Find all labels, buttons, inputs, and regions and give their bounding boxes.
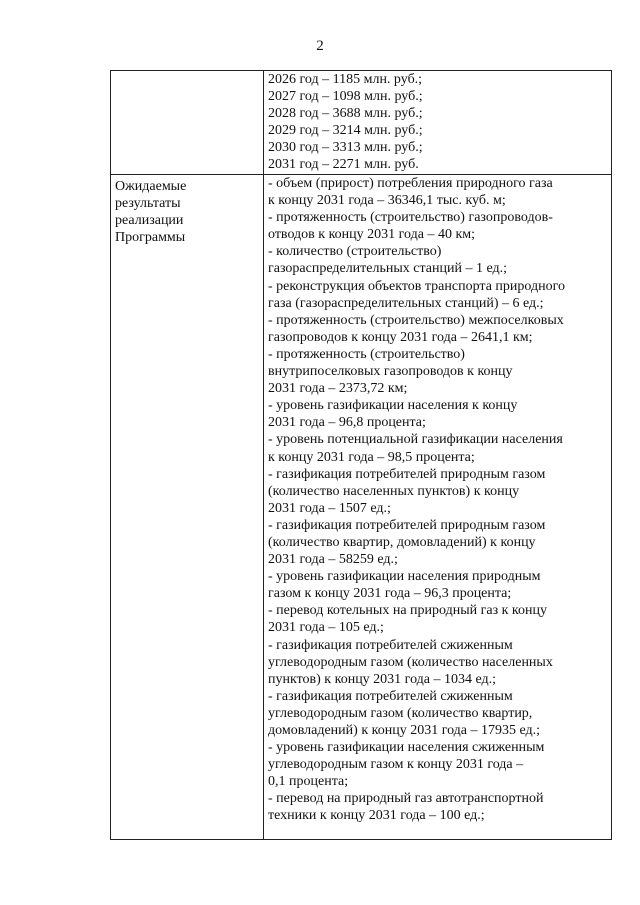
financing-line: 2028 год – 3688 млн. руб.; — [268, 106, 423, 122]
expected-result-line: домовладений) к концу 2031 года – 17935 ед.; — [268, 723, 541, 738]
expected-result-line: газа (газораспределительных станций) – 6 ед.; — [268, 295, 544, 311]
program-passport-table — [110, 70, 612, 840]
table-row-expected-results — [111, 175, 612, 840]
expected-result-line: 2031 года – 2373,72 км; — [268, 381, 408, 397]
financing-line: 2027 год – 1098 млн. руб.; — [268, 89, 423, 105]
row2-content-cell — [264, 175, 612, 840]
expected-result-line: газораспределительных станций – 1 ед.; — [268, 261, 507, 277]
expected-result-line: 2031 года – 1507 ед.; — [268, 500, 391, 516]
row2-label-cell — [111, 175, 264, 840]
expected-result-line: - уровень газификации населения к концу — [268, 398, 518, 414]
expected-result-line: - перевод на природный газ автотранспортной — [268, 791, 544, 807]
expected-result-line: - уровень газификации населения сжиженным — [268, 740, 545, 756]
expected-result-line: газом к концу 2031 года – 96,3 процента; — [268, 586, 512, 602]
expected-result-line: 0,1 процента; — [268, 774, 349, 790]
row1-content-cell — [264, 71, 612, 175]
expected-result-line: - перевод котельных на природный газ к концу — [268, 603, 547, 619]
financing-line: 2029 год – 3214 млн. руб.; — [268, 123, 423, 139]
expected-result-line: углеводородным газом (количество населенных — [268, 654, 553, 670]
row-label-line: реализации — [115, 213, 184, 229]
expected-result-line: углеводородным газом к концу 2031 года – — [268, 757, 524, 773]
expected-result-line: внутрипоселковых газопроводов к концу — [268, 364, 513, 380]
expected-result-line: - уровень газификации населения природным — [268, 569, 541, 585]
page-number: 2 — [316, 38, 324, 54]
table-row-financing — [111, 71, 612, 175]
expected-result-line: - газификация потребителей сжиженным — [268, 637, 513, 653]
expected-result-line: пунктов) к концу 2031 года – 1034 ед.; — [268, 671, 497, 687]
expected-result-line: 2031 года – 96,8 процента; — [268, 415, 426, 431]
expected-result-line: (количество квартир, домовладений) к концу — [268, 534, 536, 550]
expected-result-line: углеводородным газом (количество квартир, — [268, 705, 533, 721]
row1-label-cell — [111, 71, 264, 175]
expected-result-line: (количество населенных пунктов) к концу — [268, 483, 520, 499]
row-label-line: Ожидаемые — [115, 179, 187, 194]
expected-result-line: - количество (строительство) — [268, 244, 442, 260]
expected-result-line: - газификация потребителей природным газом — [268, 466, 546, 482]
expected-result-line: газопроводов к концу 2031 года – 2641,1 км; — [268, 329, 533, 345]
expected-result-line: - газификация потребителей природным газом — [268, 517, 546, 533]
expected-result-line: - протяженность (строительство) межпоселковых — [268, 312, 564, 328]
financing-line: 2030 год – 3313 млн. руб.; — [268, 140, 423, 156]
expected-result-line: отводов к концу 2031 года – 40 км; — [268, 227, 476, 243]
expected-result-line: - протяженность (строительство) газопроводов- — [268, 210, 553, 226]
expected-result-line: техники к концу 2031 года – 100 ед.; — [268, 808, 485, 824]
expected-result-line: к концу 2031 года – 98,5 процента; — [268, 449, 475, 465]
expected-result-line: к концу 2031 года – 36346,1 тыс. куб. м; — [268, 193, 506, 209]
expected-result-line: - объем (прирост) потребления природного газа — [268, 176, 553, 191]
financing-line: 2026 год – 1185 млн. руб.; — [268, 72, 423, 87]
financing-line: 2031 год – 2271 млн. руб. — [268, 157, 419, 173]
expected-result-line: - реконструкция объектов транспорта природного — [268, 278, 566, 294]
expected-result-line: 2031 года – 58259 ед.; — [268, 552, 398, 568]
expected-result-line: - уровень потенциальной газификации населения — [268, 432, 563, 448]
row-label-line: результаты — [115, 196, 181, 212]
row-label-line: Программы — [115, 230, 186, 246]
expected-result-line: - газификация потребителей сжиженным — [268, 688, 513, 704]
expected-result-line: - протяженность (строительство) — [268, 346, 465, 362]
expected-result-line: 2031 года – 105 ед.; — [268, 620, 384, 636]
